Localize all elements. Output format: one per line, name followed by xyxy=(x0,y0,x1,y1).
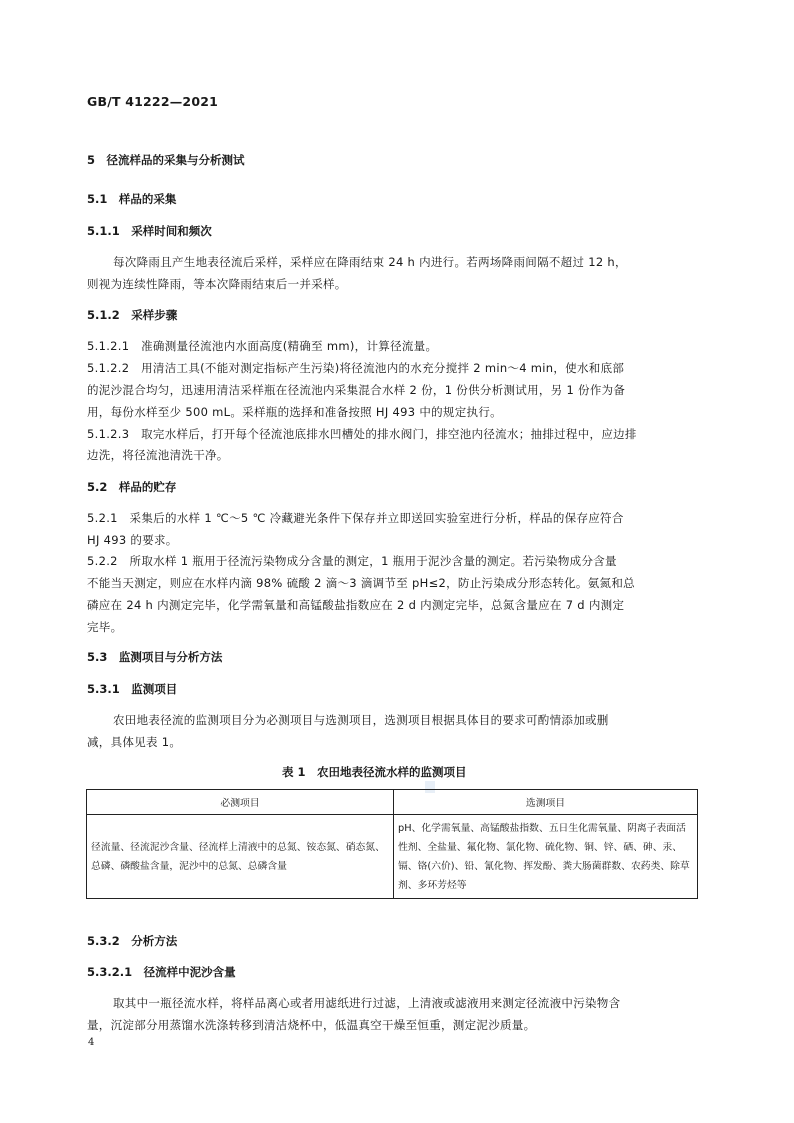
table-cell-required: 径流量、径流泥沙含量、径流样上清液中的总氮、铵态氮、硝态氮、总磷、磷酸盐含量，泥沙中的总氮、总磷含量 xyxy=(87,815,394,899)
table-header-row xyxy=(87,790,698,815)
table-header-optional: 选测项目 xyxy=(394,790,698,815)
paragraph-5-3-1-line1: 农田地表径流的监测项目分为必测项目与选测项目，选测项目根据具体目的要求可酌情添加或删 xyxy=(113,713,609,727)
clause-5-1-2-2-line3: 用，每份水样至少 500 mL。采样瓶的选择和准备按照 HJ 493 中的规定执行。 xyxy=(87,405,502,419)
heading-5-1-2: 5.1.2 采样步骤 xyxy=(87,308,178,322)
paragraph-5-1-1-line1: 每次降雨且产生地表径流后采样，采样应在降雨结束 24 h 内进行。若两场降雨间隔不超过 12 h， xyxy=(113,255,627,269)
clause-5-2-2-line2: 不能当天测定，则应在水样内滴 98% 硫酸 2 滴～3 滴调节至 pH≤2，防止污染成分形态转化。氨氮和总 xyxy=(87,576,635,590)
clause-5-1-2-2-line2: 的泥沙混合均匀，迅速用清洁采样瓶在径流池内采集混合水样 2 份，1 份供分析测试用，另 1 份作为备 xyxy=(87,383,626,397)
clause-5-1-2-1: 5.1.2.1 准确测量径流池内水面高度(精确至 mm)，计算径流量。 xyxy=(87,339,438,353)
heading-5-3-2: 5.3.2 分析方法 xyxy=(87,934,178,948)
monitoring-items-table xyxy=(86,789,698,899)
heading-5: 5 径流样品的采集与分析测试 xyxy=(87,153,245,167)
heading-5-1: 5.1 样品的采集 xyxy=(87,192,177,206)
clause-5-2-2-line4: 完毕。 xyxy=(87,620,123,634)
paragraph-5-3-2-1-line2: 量，沉淀部分用蒸馏水洗涤转移到清洁烧杯中，低温真空干燥至恒重，测定泥沙质量。 xyxy=(87,1018,536,1032)
clause-5-2-2-line3: 磷应在 24 h 内测定完毕，化学需氧量和高锰酸盐指数应在 2 d 内测定完毕，总氮含量应在 7 d 内测定 xyxy=(87,598,625,612)
clause-5-1-2-3-line1: 5.1.2.3 取完水样后，打开每个径流池底排水凹槽处的排水阀门，排空池内径流水；抽排过程中，应边排 xyxy=(87,427,637,441)
paragraph-5-1-1-line2: 则视为连续性降雨，等本次降雨结束后一并采样。 xyxy=(87,277,347,291)
standard-number: GB/T 41222—2021 xyxy=(87,94,219,109)
paragraph-5-3-1-line2: 减，具体见表 1。 xyxy=(87,735,182,749)
clause-5-2-1-line1: 5.2.1 采集后的水样 1 ℃～5 ℃ 冷藏避光条件下保存并立即送回实验室进行分析，样品的保存应符合 xyxy=(87,511,624,525)
table-caption: 表 1 农田地表径流水样的监测项目 xyxy=(282,765,467,779)
clause-5-1-2-3-line2: 边洗，将径流池清洗干净。 xyxy=(87,448,229,462)
clause-5-2-1-line2: HJ 493 的要求。 xyxy=(87,533,178,547)
table-row xyxy=(87,815,698,899)
clause-5-1-2-2-line1: 5.1.2.2 用清洁工具(不能对测定指标产生污染)将径流池内的水充分搅拌 2 min～4 min，使水和底部 xyxy=(87,361,625,375)
paragraph-5-3-2-1-line1: 取其中一瓶径流水样，将样品离心或者用滤纸进行过滤，上清液或滤液用来测定径流液中污染物含 xyxy=(113,996,621,1010)
heading-5-3: 5.3 监测项目与分析方法 xyxy=(87,650,223,664)
table-cell-optional: pH、化学需氧量、高锰酸盐指数、五日生化需氧量、阴离子表面活性剂、全盐量、氟化物、氯化物、硫化物、铜、锌、硒、砷、汞、镉、铬(六价)、铅、氰化物、挥发酚、粪大肠菌群数、农药类、除草剂、多环芳烃等 xyxy=(394,815,698,899)
clause-5-2-2-line1: 5.2.2 所取水样 1 瓶用于径流污染物成分含量的测定，1 瓶用于泥沙含量的测定。若污染物成分含量 xyxy=(87,554,617,568)
page-number: 4 xyxy=(88,1037,95,1048)
heading-5-3-2-1: 5.3.2.1 径流样中泥沙含量 xyxy=(87,965,236,979)
heading-5-3-1: 5.3.1 监测项目 xyxy=(87,682,178,696)
table-header-required: 必测项目 xyxy=(87,790,394,815)
heading-5-1-1: 5.1.1 采样时间和频次 xyxy=(87,224,212,238)
heading-5-2: 5.2 样品的贮存 xyxy=(87,480,177,494)
